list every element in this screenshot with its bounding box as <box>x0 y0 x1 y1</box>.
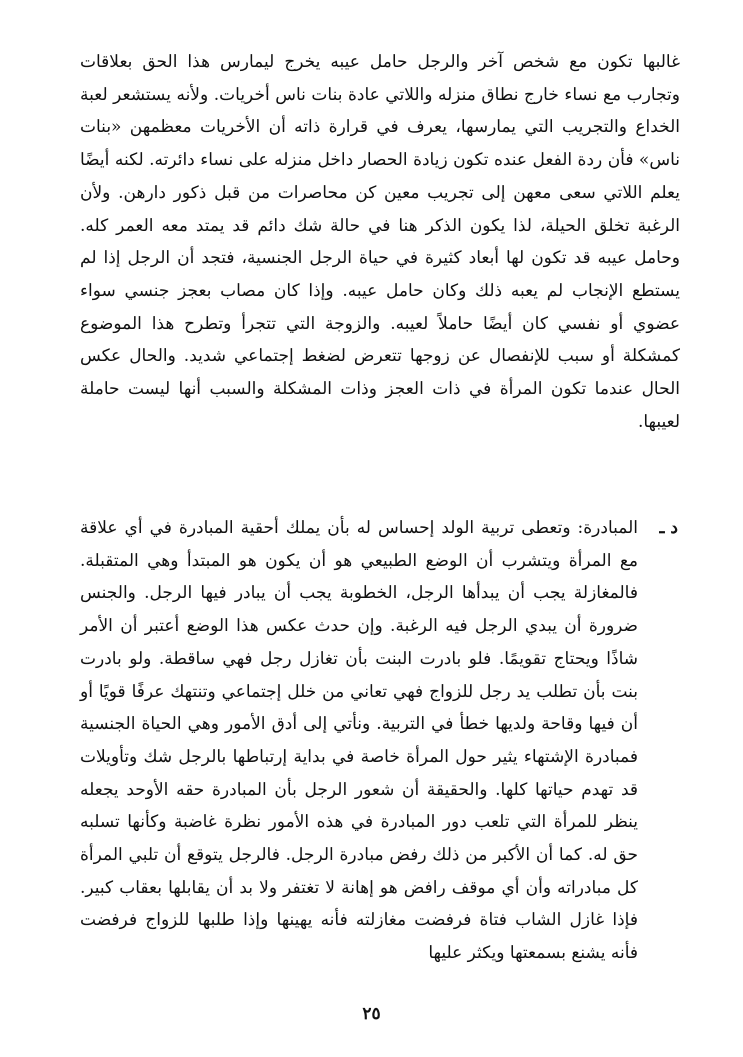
list-item-marker: د ـ <box>659 518 678 538</box>
list-item-paragraph: المبادرة: وتعطى تربية الولد إحساس له بأن يملك أحقية المبادرة في أي علاقة مع المرأة ويتشرب أن الوضع الطبيعي هو أن يكون هو المبتدأ وهي المتقبلة. فالمغازلة يجب أن يبدأها الرجل، الخطوبة يجب أن يبادر فيها الرجل. والجنس ضرورة أن يبدي الرجل فيه الرغبة. وإن حدث عكس هذا الوضع أعتبر أن الأمر شاذًا ويحتاج تقويمًا. فلو بادرت البنت بأن تغازل رجل فهي ساقطة. ولو بادرت بنت بأن تطلب يد رجل للزواج فهي تعاني من خلل إجتماعي وتنتهك عرفًا قويًا أو أن فيها وقاحة ولديها خطأ في التربية. ونأتي إلى أدق الأمور وهي الحياة الجنسية فمبادرة الإشتهاء يثير حول المرأة خاصة في بداية إرتباطها بالرجل شك وتأويلات قد تهدم حياتها كلها. والحقيقة أن شعور الرجل بأن المبادرة حقه الأوحد يجعله ينظر للمرأة التي تلعب دور المبادرة في هذه الأمور نظرة غاضبة وكأنها تسلبه حق له. كما أن الأكبر من ذلك رفض مبادرة الرجل. فالرجل يتوقع أن تلبي المرأة كل مبادراته وأن أي موقف رافض هو إهانة لا تغتفر ولا بد أن يقابلها بعقاب كبير. فإذا غازل الشاب فتاة فرفضت مغازلته فأنه يهينها وإذا طلبها للزواج فرفضت فأنه يشنع بسمعتها ويكثر عليها <box>80 518 638 964</box>
body-paragraph: غالبها تكون مع شخص آخر والرجل حامل عيبه يخرج ليمارس هذا الحق بعلاقات وتجارب مع نساء خارج نطاق منزله واللاتي عادة بنات ناس أخريات. ولأنه يستشعر لعبة الخداع والتجريب التي يمارسها، يعرف في قرارة ذاته أن الأخريات معظمهن «بنات ناس» فأن ردة الفعل عنده تكون زيادة الحصار داخل منزله على نساء دائرته. لكنه أيضًا يعلم اللاتي سعى معهن إلى تجريب معين كن محاصرات من قبل ذكور دارهن. ولأن الرغبة تخلق الحيلة، لذا يكون الذكر هنا في حالة شك دائم قد يمتد معه العمر كله. وحامل عيبه قد تكون لها أبعاد كثيرة في حياة الرجل الجنسية، فتجد أن الرجل إذا لم يستطع الإنجاب لم يعبه ذلك وكان حامل عيبه. وإذا كان مصاب بعجز جنسي سواء عضوي أو نفسي كان أيضًا حاملاً لعيبه. والزوجة التي تتجرأ وتطرح هذا الموضوع كمشكلة أو سبب للإنفصال عن زوجها تتعرض لضغط إجتماعي شديد. والحال عكس الحال عندما تكون المرأة في ذات العجز وذات المشكلة والسبب أنها ليست حاملة لعيبها. <box>80 52 680 432</box>
page-number: ٢٥ <box>362 1004 381 1024</box>
